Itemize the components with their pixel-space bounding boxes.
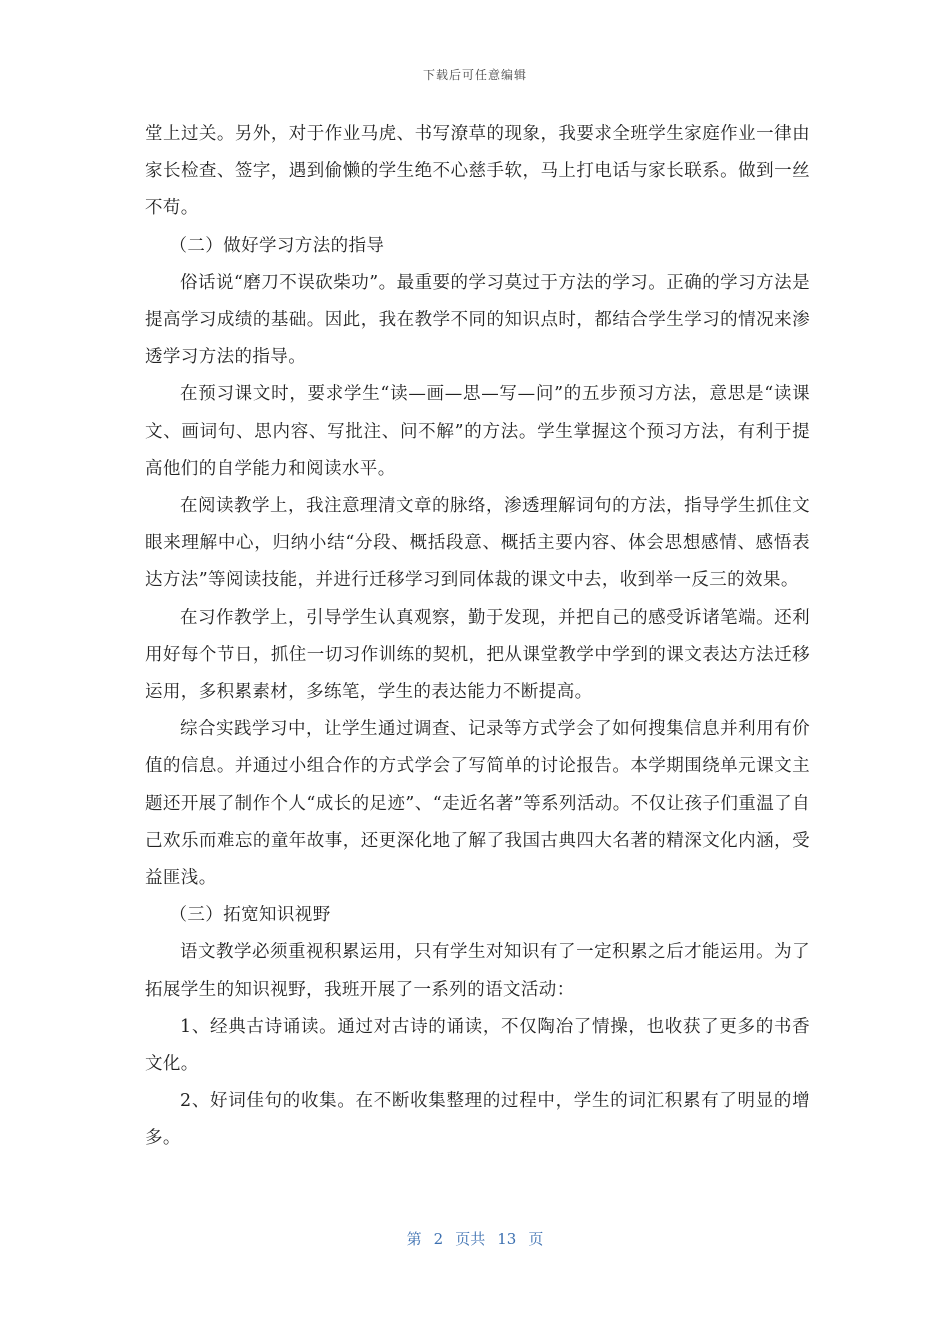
section-heading-2: （二）做好学习方法的指导 bbox=[169, 235, 385, 256]
list-item: 1、经典古诗诵读。通过对古诗的诵读，不仅陶冶了情操，也收获了更多的书香文化。 bbox=[145, 1016, 810, 1075]
footer-middle: 页共 bbox=[455, 1230, 486, 1248]
paragraph: 在预习课文时，要求学生“读—画—思—写—问”的五步预习方法，意思是“读课文、画词句、思内容、写批注、问不解”的方法。学生掌握这个预习方法，有利于提高他们的自学能力和阅读水平。 bbox=[145, 384, 810, 479]
footer-page-number: 2 bbox=[433, 1230, 444, 1248]
footer-total-pages: 13 bbox=[497, 1230, 517, 1248]
paragraph: 语文教学必须重视积累运用，只有学生对知识有了一定积累之后才能运用。为了拓展学生的知识视野，我班开展了一系列的语文活动： bbox=[145, 942, 810, 1000]
footer-suffix: 页 bbox=[528, 1230, 544, 1248]
paragraph: 在习作教学上，引导学生认真观察，勤于发现，并把自己的感受诉诸笔端。还利用好每个节日，抓住一切习作训练的契机，把从课堂教学中学到的课文表达方法迁移运用，多积累素材，多练笔，学生的表达能力不断提高。 bbox=[145, 607, 810, 703]
paragraph: 在阅读教学上，我注意理清文章的脉络，渗透理解词句的方法，指导学生抓住文眼来理解中心，归纳小结“分段、概括段意、概括主要内容、体会思想感情、感悟表达方法”等阅读技能，并进行迁移学习到同体裁的课文中去，收到举一反三的效果。 bbox=[145, 496, 810, 591]
page-footer bbox=[0, 1228, 950, 1249]
paragraph-continuation: 堂上过关。另外，对于作业马虎、书写潦草的现象，我要求全班学生家庭作业一律由家长检查、签字，遇到偷懒的学生绝不心慈手软，马上打电话与家长联系。做到一丝不苟。 bbox=[145, 124, 810, 219]
paragraph: 俗话说“磨刀不误砍柴功”。最重要的学习莫过于方法的学习。正确的学习方法是提高学习成绩的基础。因此，我在教学不同的知识点时，都结合学生学习的情况来渗透学习方法的指导。 bbox=[145, 272, 810, 368]
paragraph: 综合实践学习中，让学生通过调查、记录等方式学会了如何搜集信息并利用有价值的信息。并通过小组合作的方式学会了写简单的讨论报告。本学期围绕单元课文主题还开展了制作个人“成长的足迹”、“走近名著”等系列活动。不仅让孩子们重温了自己欢乐而难忘的童年故事，还更深化地了解了我国古典四大名著的精深文化内涵，受益匪浅。 bbox=[145, 719, 810, 889]
footer-prefix: 第 bbox=[406, 1230, 422, 1248]
section-heading-3: （三）拓宽知识视野 bbox=[169, 905, 331, 926]
page-header: 下载后可任意编辑 bbox=[422, 68, 527, 82]
document-body bbox=[145, 116, 810, 1158]
list-item: 2、好词佳句的收集。在不断收集整理的过程中，学生的词汇积累有了明显的增多。 bbox=[145, 1091, 810, 1149]
